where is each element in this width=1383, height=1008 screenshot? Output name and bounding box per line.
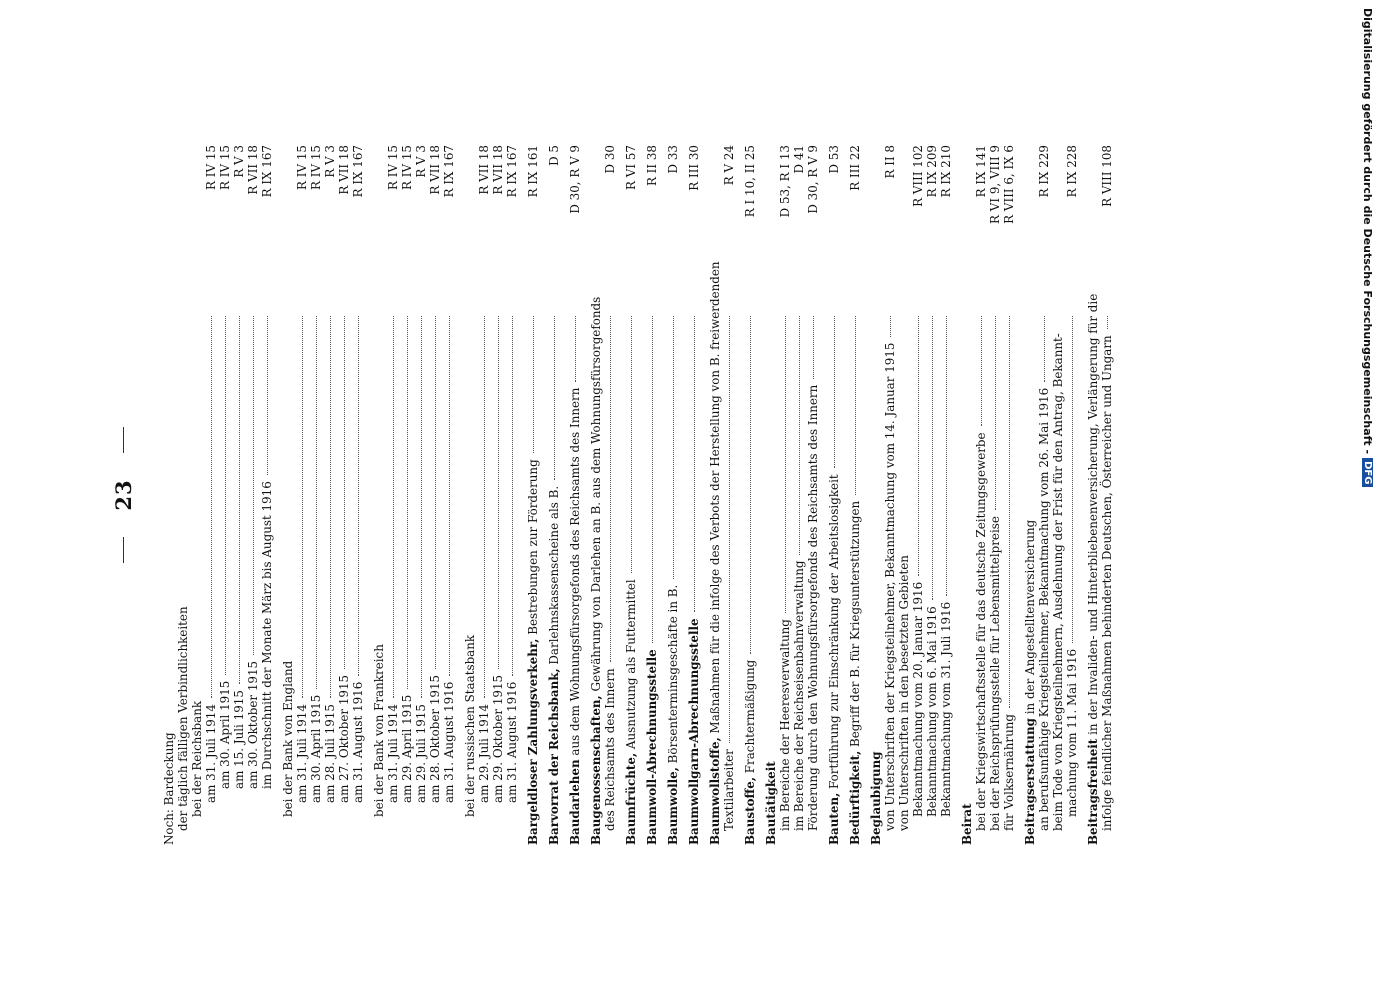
entry-reference: R IV 15: [218, 145, 232, 190]
entry-reference: R VII 18: [477, 145, 491, 195]
entry-reference: R IX 167: [351, 145, 365, 198]
dot-leader: [750, 316, 751, 654]
entry-description: Maßnahmen für die infolge des Verbots der Herstellung von B. freiwerdenden: [708, 261, 722, 738]
header-dash-left: [123, 537, 124, 563]
entry-reference: R V 24: [722, 145, 736, 186]
entry-reference: R V 3: [232, 145, 246, 178]
index-entry: [400, 145, 413, 845]
index-entry: [589, 145, 602, 845]
entry-description: am 27. Oktober 1915: [337, 674, 351, 803]
index-entry: [708, 145, 721, 845]
entry-description: am 15. Juli 1915: [232, 690, 246, 789]
dot-leader: [225, 316, 226, 675]
dot-leader: [533, 316, 534, 453]
entry-description: am 29. Juli 1914: [477, 704, 491, 803]
entry-reference: D 5: [547, 145, 561, 166]
entry-reference: R II 8: [883, 145, 897, 179]
index-entry: [260, 145, 273, 845]
index-entry: [666, 145, 679, 845]
index-entry: [778, 145, 791, 845]
entry-reference: R IX 167: [442, 145, 456, 198]
entry-description: Bekanntmachung vom 31. Juli 1916: [939, 601, 953, 817]
entry-description: im Bereiche der Reichseisenbahnverwaltung: [792, 560, 806, 831]
entry-text: [547, 486, 561, 845]
entry-reference: R IV 15: [386, 145, 400, 190]
dot-leader: [316, 316, 317, 689]
entry-description: am 28. Oktober 1915: [428, 674, 442, 803]
entry-keyword: Baumfrüchte,: [624, 752, 638, 845]
entry-description: Textilarbeiter: [722, 749, 736, 831]
index-entry: [372, 145, 385, 845]
dot-leader: [267, 316, 268, 475]
dfg-logo: DFG: [1362, 458, 1373, 487]
index-entry: [428, 145, 441, 845]
entry-reference: R IX 229: [1037, 145, 1051, 198]
entry-text: [666, 585, 680, 845]
dot-leader: [785, 316, 786, 613]
dot-leader: [799, 316, 800, 555]
entry-description: am 31. Juli 1914: [386, 704, 400, 803]
entry-description: Frachtermäßigung: [743, 659, 757, 778]
index-entry: [911, 145, 924, 845]
dot-leader: [302, 316, 303, 698]
entry-text: [337, 675, 351, 845]
entry-description: Fortführung zur Einschränkung der Arbeitslosigkeit: [827, 474, 841, 793]
dot-leader: [694, 316, 695, 612]
entry-description: des Reichsamts des Innern: [603, 668, 617, 831]
entry-text: [568, 388, 582, 845]
index-entry: [162, 145, 175, 845]
index-entry: [232, 145, 245, 845]
entry-text: [897, 555, 911, 845]
entry-text: [911, 582, 925, 845]
index-entry: [463, 145, 476, 845]
index-entry: [848, 145, 861, 845]
index-entry: [764, 145, 777, 845]
entry-description: bei der Reichsbank: [190, 700, 204, 817]
entry-description: beim Tode von Kriegsteilnehmern, Ausdehnung der Frist für den Antrag, Bekannt-: [1051, 333, 1065, 831]
entry-description: im Bereiche der Heeresverwaltung: [778, 619, 792, 831]
entry-keyword: Bedürftigkeit,: [848, 750, 862, 845]
entry-reference: R VII 18: [428, 145, 442, 195]
index-entry: [491, 145, 504, 845]
entry-description: am 31. August 1916: [505, 681, 519, 803]
entry-description: am 28. Juli 1915: [323, 704, 337, 803]
index-entry: [337, 145, 350, 845]
entry-text: [764, 761, 778, 845]
index-entry: [386, 145, 399, 845]
entry-description: Gewährung von Darlehen an B. aus dem Wohnungsfürsorgefonds: [589, 296, 603, 696]
entry-text: [1023, 520, 1037, 845]
page-header: [108, 145, 138, 845]
index-entry: [960, 145, 973, 845]
dot-leader: [729, 316, 730, 743]
entry-text: [1051, 333, 1065, 845]
index-entry: [281, 145, 294, 845]
entry-description: am 31. August 1916: [442, 681, 456, 803]
index-entry: [722, 145, 735, 845]
entry-reference: D 30, R V 9: [806, 145, 820, 214]
entry-text: [722, 749, 736, 845]
entry-text: [190, 701, 204, 845]
dot-leader: [1009, 316, 1010, 708]
dot-leader: [981, 316, 982, 426]
index-entry: [806, 145, 819, 845]
dot-leader: [575, 316, 576, 382]
index-entry: [603, 145, 616, 845]
entry-description: Bestrebungen zur Förderung: [526, 459, 540, 639]
entry-reference: D 41: [792, 145, 806, 174]
entry-text: [708, 261, 722, 845]
entry-text: [505, 682, 519, 845]
document-page: [110, 145, 1262, 845]
entry-description: bei der Kriegswirtschaftsstelle für das deutsche Zeitungsgewerbe: [974, 432, 988, 831]
index-entry: [323, 145, 336, 845]
entry-text: [386, 704, 400, 845]
index-entry: [414, 145, 427, 845]
page-number: 23: [110, 479, 136, 511]
entry-text: [176, 606, 190, 845]
index-entry: [988, 145, 1001, 845]
entry-keyword: Beirat: [960, 803, 974, 845]
header-dash-right: [123, 427, 124, 453]
entry-text: [442, 682, 456, 845]
entry-keyword: Bauten,: [827, 792, 841, 845]
entry-text: [372, 644, 386, 845]
entry-text: [743, 660, 757, 845]
index-entry: [568, 145, 581, 845]
entry-description: am 30. Oktober 1915: [246, 660, 260, 789]
index-entry: [743, 145, 756, 845]
index-entry: [218, 145, 231, 845]
entry-description: in der Angestelltenversicherung: [1023, 519, 1037, 719]
entry-reference: R IX 167: [505, 145, 519, 198]
entry-description: Börsenterminsgeschäfte in B.: [666, 584, 680, 768]
entry-reference: R VII 18: [337, 145, 351, 195]
dot-leader: [239, 316, 240, 684]
entry-text: [925, 606, 939, 845]
dot-leader: [652, 316, 653, 643]
entry-description: Begriff der B. für Kriegsunterstützungen: [848, 500, 862, 751]
entry-reference: R VI 9, VIII 9: [988, 145, 1002, 224]
entry-text: [491, 675, 505, 845]
entry-text: [603, 668, 617, 845]
entry-text: [792, 561, 806, 845]
index-entry: [1037, 145, 1050, 845]
entry-reference: R VII 18: [246, 145, 260, 195]
entry-reference: D 53, R I 13: [778, 145, 792, 218]
dot-leader: [834, 316, 835, 468]
index-entry: [1100, 145, 1113, 845]
entry-description: am 29. Oktober 1915: [491, 674, 505, 803]
entry-text: [463, 635, 477, 845]
entry-text: [246, 661, 260, 845]
entry-keyword: Baumwollgarn-Abrechnungsstelle: [687, 618, 701, 845]
index-entry: [1002, 145, 1015, 845]
entry-reference: R IX 210: [939, 145, 953, 198]
entry-text: [939, 602, 953, 845]
entry-text: [1002, 714, 1016, 845]
dot-leader: [855, 316, 856, 495]
index-entry: [526, 145, 539, 845]
entry-description: von Unterschriften in den besetzten Gebieten: [897, 555, 911, 831]
index-entry: [939, 145, 952, 845]
index-entry: [1051, 145, 1064, 845]
entry-description: in der Invaliden- und Hinterbliebenenversicherung, Verlängerung für die: [1086, 293, 1100, 739]
entry-description: Bekanntmachung vom 6. Mai 1916: [925, 606, 939, 817]
dot-leader: [1044, 316, 1045, 382]
index-entry: [477, 145, 490, 845]
index-entry: [190, 145, 203, 845]
index-entry: [246, 145, 259, 845]
dot-leader: [512, 316, 513, 676]
dot-leader: [995, 316, 996, 510]
entry-text: [323, 704, 337, 845]
entry-reference: R VIII 102: [911, 145, 925, 207]
entry-reference: R VII 18: [491, 145, 505, 195]
dot-leader: [631, 316, 632, 573]
dot-leader: [610, 316, 611, 662]
entry-description: der täglich fälligen Verbindlichkeiten: [176, 606, 190, 831]
entry-reference: R I 10, II 25: [743, 145, 757, 218]
index-entry: [309, 145, 322, 845]
entry-text: [869, 751, 883, 845]
index-entry: [624, 145, 637, 845]
entry-description: von Unterschriften der Kriegsteilnehmer, Bekanntmachung vom 14. Januar 1915: [883, 342, 897, 831]
entry-text: [477, 704, 491, 845]
entry-description: am 31. Juli 1914: [295, 704, 309, 803]
entry-reference: R III 22: [848, 145, 862, 191]
entry-reference: R IV 15: [204, 145, 218, 190]
entry-reference: R IX 161: [526, 145, 540, 198]
index-entry: [204, 145, 217, 845]
dot-leader: [890, 316, 891, 337]
entry-description: bei der Bank von England: [281, 660, 295, 817]
entry-text: [806, 385, 820, 845]
entry-text: [624, 579, 638, 845]
dot-leader: [932, 316, 933, 600]
entry-reference: R IX 167: [260, 145, 274, 198]
entry-reference: D 30, R V 9: [568, 145, 582, 214]
entry-keyword: Baugenossenschaften,: [589, 695, 603, 845]
entry-text: [414, 704, 428, 845]
entry-text: [218, 681, 232, 845]
watermark: [1360, 8, 1374, 1008]
entry-description: am 30. April 1915: [218, 680, 232, 789]
index-entry: [1086, 145, 1099, 845]
entry-text: [883, 343, 897, 845]
entry-keyword: Baumwollstoffe,: [708, 737, 722, 845]
entry-text: [960, 803, 974, 845]
index-entry: [351, 145, 364, 845]
entry-description: Noch: Bardeckung: [162, 732, 176, 845]
dot-leader: [498, 316, 499, 669]
entry-reference: D 30: [603, 145, 617, 174]
entry-description: im Durchschnitt der Monate März bis August 1916: [260, 481, 274, 789]
entry-description: am 30. April 1915: [309, 694, 323, 803]
entry-text: [988, 516, 1002, 845]
dot-leader: [1072, 316, 1073, 643]
entry-text: [295, 704, 309, 845]
dot-leader: [421, 316, 422, 698]
dot-leader: [253, 316, 254, 655]
entry-description: Ausnutzung als Futtermittel: [624, 579, 638, 753]
entry-text: [848, 501, 862, 845]
index-entry: [547, 145, 560, 845]
entry-text: [1037, 388, 1051, 845]
dot-leader: [407, 316, 408, 689]
index-entry: [1065, 145, 1078, 845]
entry-reference: R V 3: [323, 145, 337, 178]
entry-description: aus dem Wohnungsfürsorgefonds des Reichsamts des Innern: [568, 387, 582, 760]
entry-text: [827, 474, 841, 845]
entry-reference: R IX 141: [974, 145, 988, 198]
entry-reference: R III 30: [687, 145, 701, 191]
entry-keyword: Beitragserstattung: [1023, 718, 1037, 845]
index-entry: [295, 145, 308, 845]
entry-reference: R IV 15: [400, 145, 414, 190]
dot-leader: [918, 316, 919, 576]
dot-leader: [484, 316, 485, 698]
index-entry: [925, 145, 938, 845]
entry-keyword: Barvorrat der Reichsbank,: [547, 668, 561, 845]
entry-text: [645, 649, 659, 845]
entry-reference: R IV 15: [309, 145, 323, 190]
entry-keyword: Bargeldloser Zahlungsverkehr,: [526, 638, 540, 845]
entry-text: [162, 732, 176, 845]
entry-reference: R VIII 108: [1100, 145, 1114, 207]
entry-reference: R VIII 6, IX 6: [1002, 145, 1016, 224]
entry-text: [260, 481, 274, 845]
entry-description: am 31. August 1916: [351, 681, 365, 803]
entry-text: [1100, 335, 1114, 845]
entry-text: [400, 695, 414, 845]
dot-leader: [435, 316, 436, 669]
entry-text: [687, 618, 701, 845]
entry-description: am 29. Juli 1915: [414, 704, 428, 803]
entry-description: Darlehnskassenscheine als B.: [547, 485, 561, 669]
entry-text: [428, 675, 442, 845]
entry-text: [309, 695, 323, 845]
entry-reference: R II 38: [645, 145, 659, 187]
dot-leader: [449, 316, 450, 676]
entry-description: für Volksernährung: [1002, 713, 1016, 831]
entry-description: machung vom 11. Mai 1916: [1065, 648, 1079, 817]
entry-reference: R IV 15: [295, 145, 309, 190]
index-entry: [869, 145, 882, 845]
entry-text: [589, 297, 603, 845]
entry-description: am 29. April 1915: [400, 694, 414, 803]
index-entry: [897, 145, 910, 845]
entry-description: an berufsunfähige Kriegsteilnehmer, Bekanntmachung vom 26. Mai 1916: [1037, 387, 1051, 831]
dot-leader: [393, 316, 394, 698]
entry-keyword: Beitragsfreiheit: [1086, 738, 1100, 845]
entry-keyword: Baumwolle,: [666, 767, 680, 845]
entry-reference: D 33: [666, 145, 680, 174]
dot-leader: [330, 316, 331, 698]
entry-description: bei der Reichsprüfungsstelle für Lebensmittelpreise: [988, 516, 1002, 831]
dot-leader: [1107, 316, 1108, 329]
dot-leader: [813, 316, 814, 379]
index-entry: [176, 145, 189, 845]
index-entry: [442, 145, 455, 845]
dot-leader: [211, 316, 212, 698]
entry-keyword: Baustoffe,: [743, 777, 757, 845]
entry-text: [1065, 649, 1079, 845]
index-entry: [792, 145, 805, 845]
entry-text: [204, 704, 218, 845]
index-entry: [687, 145, 700, 845]
index-entry: [1023, 145, 1036, 845]
entry-reference: R IX 209: [925, 145, 939, 198]
watermark-text: Digitalisierung gefördert durch die Deutsche Forschungsgemeinschaft -: [1361, 8, 1374, 455]
entry-keyword: Beglaubigung: [869, 751, 883, 845]
entry-reference: R IX 228: [1065, 145, 1079, 198]
entry-description: Förderung durch den Wohnungsfürsorgefonds des Reichsamts des Innern: [806, 384, 820, 831]
entry-keyword: Baumwoll-Abrechnungsstelle: [645, 649, 659, 845]
entry-reference: R V 3: [414, 145, 428, 178]
entry-description: am 31. Juli 1914: [204, 704, 218, 803]
entry-text: [351, 682, 365, 845]
entry-description: bei der Bank von Frankreich: [372, 644, 386, 817]
entry-text: [1086, 294, 1100, 845]
entry-description: bei der russischen Staatsbank: [463, 634, 477, 817]
entry-keyword: Baudarlehen: [568, 759, 582, 845]
dot-leader: [946, 316, 947, 596]
entry-description: infolge feindlicher Maßnahmen behinderten Deutschen, Österreicher und Ungarn: [1100, 335, 1114, 831]
index-entry: [827, 145, 840, 845]
dot-leader: [554, 316, 555, 480]
dot-leader: [344, 316, 345, 669]
entry-reference: R VI 57: [624, 145, 638, 190]
index-entry: [974, 145, 987, 845]
entry-text: [526, 459, 540, 845]
entry-description: Bekanntmachung vom 20. Januar 1916: [911, 581, 925, 817]
dot-leader: [358, 316, 359, 676]
entry-reference: D 53: [827, 145, 841, 174]
index-entry: [505, 145, 518, 845]
entry-text: [778, 619, 792, 845]
entry-text: [281, 661, 295, 845]
index-entry: [883, 145, 896, 845]
dot-leader: [673, 316, 674, 579]
entry-text: [232, 690, 246, 845]
index-entry: [645, 145, 658, 845]
entry-text: [974, 432, 988, 845]
entry-keyword: Bautätigkeit: [764, 761, 778, 845]
